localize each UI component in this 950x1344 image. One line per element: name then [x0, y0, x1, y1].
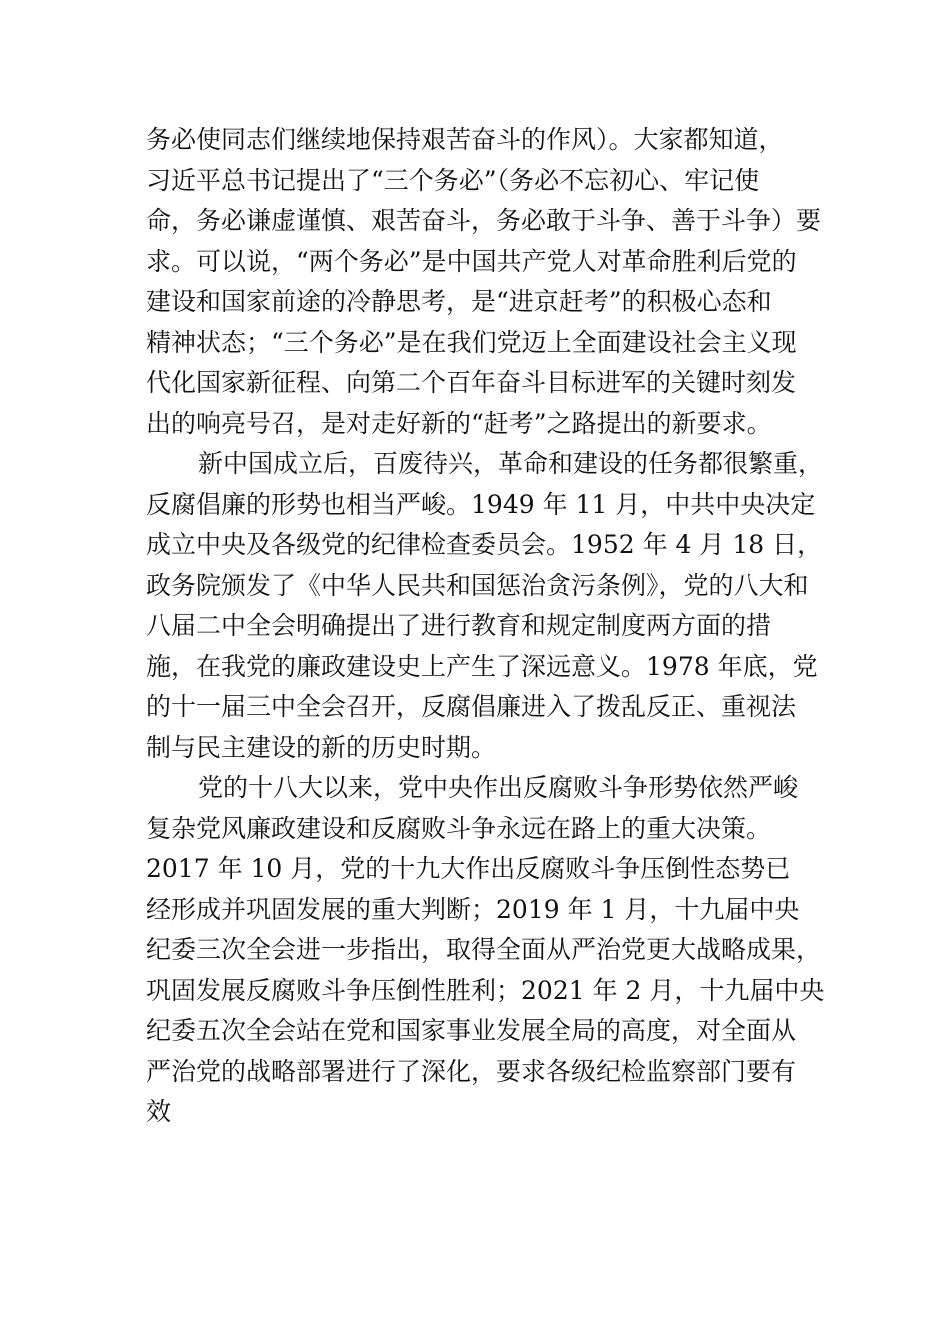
text-line: 巩固发展反腐败斗争压倒性胜利；2021 年 2 月，十九届中央 — [146, 975, 825, 1005]
paragraph-2 — [146, 444, 824, 768]
text-line: 新中国成立后，百废待兴，革命和建设的任务都很繁重， — [198, 449, 824, 478]
text-line: 精神状态；“三个务必”是在我们党迈上全面建设社会主义现 — [146, 327, 797, 357]
text-line: 出的响亮号召，是对走好新的“赶考”之路提出的新要求。 — [146, 408, 772, 438]
text-line: 施，在我党的廉政建设史上产生了深远意义。1978 年底，党 — [146, 651, 818, 681]
text-line: 纪委三次全会进一步指出，取得全面从严治党更大战略成果， — [146, 935, 822, 964]
text-line: 纪委五次全会站在党和国家事业发展全局的高度，对全面从 — [146, 1016, 797, 1045]
text-line: 的十一届三中全会召开，反腐倡廉进入了拨乱反正、重视法 — [146, 692, 797, 721]
text-line: 务必使同志们继续地保持艰苦奋斗的作风）。大家都知道， — [146, 125, 784, 154]
document-body — [146, 120, 825, 1133]
text-line: 政务院颁发了《中华人民共和国惩治贪污条例》，党的八大和 — [146, 570, 809, 600]
text-line: 建设和国家前途的冷静思考，是“进京赶考”的积极心态和 — [146, 287, 772, 316]
text-line: 八届二中全会明确提出了进行教育和规定制度两方面的措 — [146, 611, 772, 640]
paragraph-3 — [146, 768, 825, 1133]
text-line: 经形成并巩固发展的重大判断；2019 年 1 月，十九届中央 — [146, 894, 800, 924]
text-line: 代化国家新征程、向第二个百年奋斗目标进军的关键时刻发 — [146, 368, 797, 397]
text-line: 成立中央及各级党的纪律检查委员会。1952 年 4 月 18 日， — [146, 530, 823, 559]
text-line: 效 — [146, 1097, 172, 1126]
text-line: 复杂党风廉政建设和反腐败斗争永远在路上的重大决策。 — [146, 813, 772, 843]
text-line: 求。可以说，“两个务必”是中国共产党人对革命胜利后党的 — [146, 246, 797, 276]
text-line: 反腐倡廉的形势也相当严峻。1949 年 11 月，中共中央决定 — [146, 489, 816, 519]
text-line: 习近平总书记提出了“三个务必”（务必不忘初心、牢记使 — [146, 165, 760, 195]
text-line: 2017 年 10 月，党的十九大作出反腐败斗争压倒性态势已 — [146, 854, 791, 883]
text-line: 严治党的战略部署进行了深化，要求各级纪检监察部门要有 — [146, 1056, 797, 1086]
text-line: 党的十八大以来，党中央作出反腐败斗争形势依然严峻 — [198, 773, 799, 802]
text-line: 命，务必谦虚谨慎、艰苦奋斗，务必敢于斗争、善于斗争）要 — [146, 206, 822, 235]
paragraph-1 — [146, 120, 822, 444]
text-line: 制与民主建设的新的历史时期。 — [146, 732, 497, 762]
